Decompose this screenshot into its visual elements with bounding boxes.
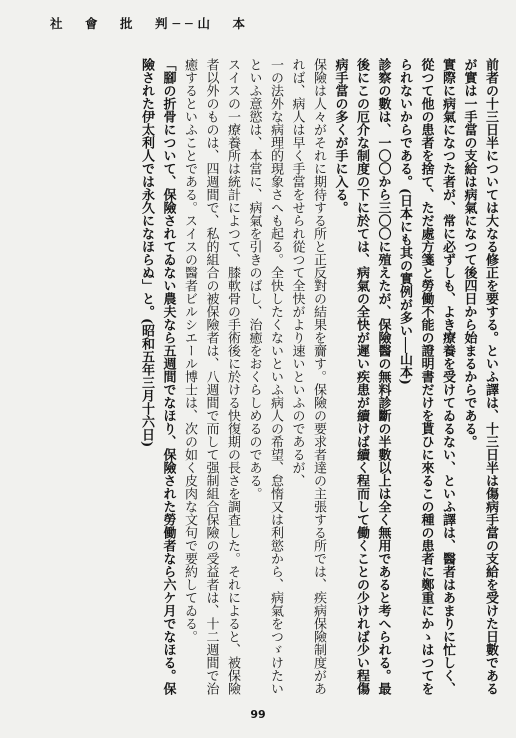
paragraph-5: 一の法外な病理的現象さへも起る。全快したくないといふ病人の希望、怠惰又は利慾から、病氣をつゞけたいといふ意慾は、本當に、病氣を引きのばし、治癒をおくらしめるのである。 [246, 58, 283, 695]
running-header: 社 會 批 判──山 本 [50, 16, 251, 31]
paragraph-4: 保險は人々がそれに期待する所と正反對の結果を齎す。保險の要求者達の主張する所では、疾病保險制度があれば、病人は早く手當をせられ從つて全快がより速いといふのであるが、 [289, 58, 326, 695]
paragraph-3: 診察の數は、一〇〇から三〇〇に殖えたが、保險醫の無料診斷の半數以上は全く無用であると考へられる。最後にこの厄介な制度の下に於ては、病氣の全快が遲い疾患が續けば續く程而して働くことの少ければ少い程傷病手當の多くが手に入る。 [332, 58, 391, 695]
page-number: 99 [250, 708, 266, 721]
paragraph-7: 「腳の折骨について、保險されてゐない農夫なら五週間でなほり、保險された勞働者なら六ケ月でなほる。保險された伊太利人では永久になほらぬ」と。(昭和五年三月十六日) [139, 58, 176, 695]
article-body [57, 58, 501, 704]
paragraph-1: 前者の十三日半については大なる修正を要する。といふ譯は、十三日半は傷病手當の支給を受けた日數であるが實は一手當の支給は病氣になつて後四日から始まるからである。 [461, 58, 498, 695]
paragraph-2: 實際に病氣になつた者が、常に必ずしも、よき療養を受けてゐるない、といふ譯は、醫者はあまりに忙しく、從つて他の患者を捨て、ただ處方箋と勞働不能の證明書だけを貰ひに來るこの種の患者に鄭重にかゝはつてをられないからである。(日本にも其の實例が多い──山本) [397, 58, 455, 695]
paragraph-6: スイスの一療養所は統計によつて、膝軟骨の手術後に於ける快復期の長さを調査した。それによると、被保險者以外のものは、四週間で、私的組合の被保險者は、八週間で而して强制組合保險の受益者は、十二週間で治癒するといふことである。スイスの醫者ビルシエール博士は、次の如く皮肉な文句で要約してゐる。 [182, 58, 240, 695]
